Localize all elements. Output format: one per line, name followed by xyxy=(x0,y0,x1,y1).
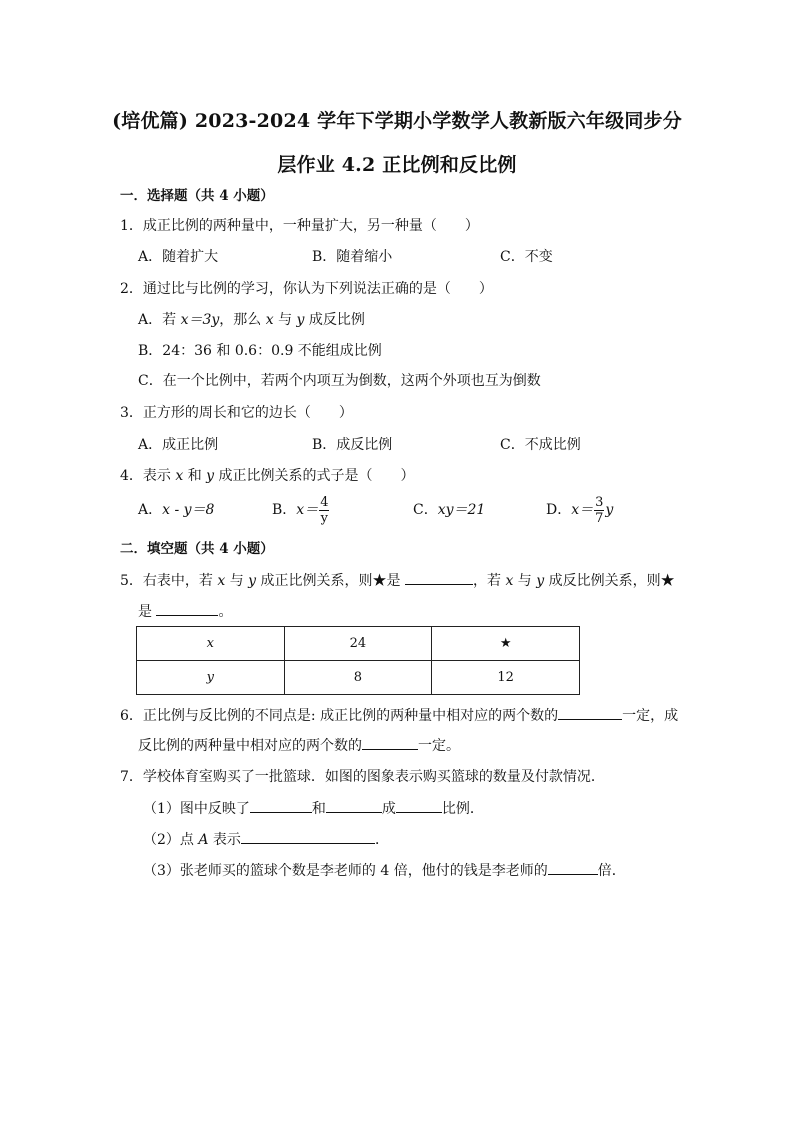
answer-blank[interactable] xyxy=(558,705,622,720)
question-3-option-b: B．成反比例 xyxy=(312,437,393,453)
section-heading-fill: 二．填空题（共 4 小题） xyxy=(120,541,274,557)
question-2-stem: 2．通过比与比例的学习，你认为下列说法正确的是（ ） xyxy=(120,281,493,297)
question-2-option-a: A．若 x＝3y，那么 x 与 y 成反比例 xyxy=(138,312,365,328)
table-cell: 12 xyxy=(432,661,580,695)
answer-blank[interactable] xyxy=(156,601,218,616)
question-6-line-2: 反比例的两种量中相对应的两个数的 一定。 xyxy=(138,735,460,756)
question-2-option-b: B．24：36 和 0.6：0.9 不能组成比例 xyxy=(138,343,382,359)
question-1-option-a: A．随着扩大 xyxy=(138,249,219,265)
table-cell: y xyxy=(137,661,285,695)
fraction-4-over-y: $\frac{4}{y}$ xyxy=(320,494,329,526)
question-7-part-2: （2）点 A 表示 ． xyxy=(143,829,389,850)
question-1-option-b: B．随着缩小 xyxy=(312,249,393,265)
page-title-line-2: 层作业 4.2 正比例和反比例 xyxy=(277,154,517,176)
question-6-line-1: 6．正比例与反比例的不同点是: 成正比例的两种量中相对应的两个数的 一定，成 xyxy=(120,705,678,726)
question-4-option-d: D．x＝ $\frac{3}{7}$ y xyxy=(546,494,614,526)
answer-blank[interactable] xyxy=(326,798,382,813)
answer-blank[interactable] xyxy=(241,829,375,844)
table-cell: ★ xyxy=(432,627,580,661)
answer-blank[interactable] xyxy=(250,798,312,813)
table-row xyxy=(137,627,580,661)
answer-blank[interactable] xyxy=(405,570,473,585)
section-heading-choice: 一．选择题（共 4 小题） xyxy=(120,188,274,204)
answer-blank[interactable] xyxy=(396,798,442,813)
question-4-option-a: A．x - y＝8 xyxy=(138,502,215,518)
question-7-part-1: （1）图中反映了 和 成 比例． xyxy=(143,798,484,819)
table-cell: 8 xyxy=(284,661,432,695)
question-7-part-3: （3）张老师买的篮球个数是李老师的 4 倍，他付的钱是李老师的 倍． xyxy=(143,860,626,881)
fraction-3-over-7: $\frac{3}{7}$ xyxy=(595,494,604,526)
question-4-stem: 4．表示 x 和 y 成正比例关系的式子是（ ） xyxy=(120,468,415,484)
question-3-option-c: C．不成比例 xyxy=(500,437,581,453)
table-row xyxy=(137,661,580,695)
question-3-option-a: A．成正比例 xyxy=(138,437,219,453)
question-1-option-c: C．不变 xyxy=(500,249,553,265)
question-1-stem: 1．成正比例的两种量中，一种量扩大，另一种量（ ） xyxy=(120,218,479,234)
answer-blank[interactable] xyxy=(362,735,418,750)
table-cell: x xyxy=(137,627,285,661)
question-5-line-1: 5．右表中，若 x 与 y 成正比例关系，则★是 ，若 x 与 y 成反比例关系，则★ xyxy=(120,570,675,591)
page-title-line-1: (培优篇) 2023-2024 学年下学期小学数学人教新版六年级同步分 xyxy=(112,110,682,132)
question-3-stem: 3．正方形的周长和它的边长（ ） xyxy=(120,405,353,421)
question-4-option-c: C．xy＝21 xyxy=(413,502,486,518)
question-5-line-2: 是 。 xyxy=(138,601,232,622)
question-4-option-b: B．x＝ $\frac{4}{y}$ xyxy=(272,494,329,526)
proportion-table xyxy=(136,626,580,695)
table-cell: 24 xyxy=(284,627,432,661)
answer-blank[interactable] xyxy=(548,860,598,875)
question-7-stem: 7．学校体育室购买了一批篮球．如图的图象表示购买篮球的数量及付款情况． xyxy=(120,769,605,785)
question-2-option-c: C．在一个比例中，若两个内项互为倒数，这两个外项也互为倒数 xyxy=(138,373,541,389)
